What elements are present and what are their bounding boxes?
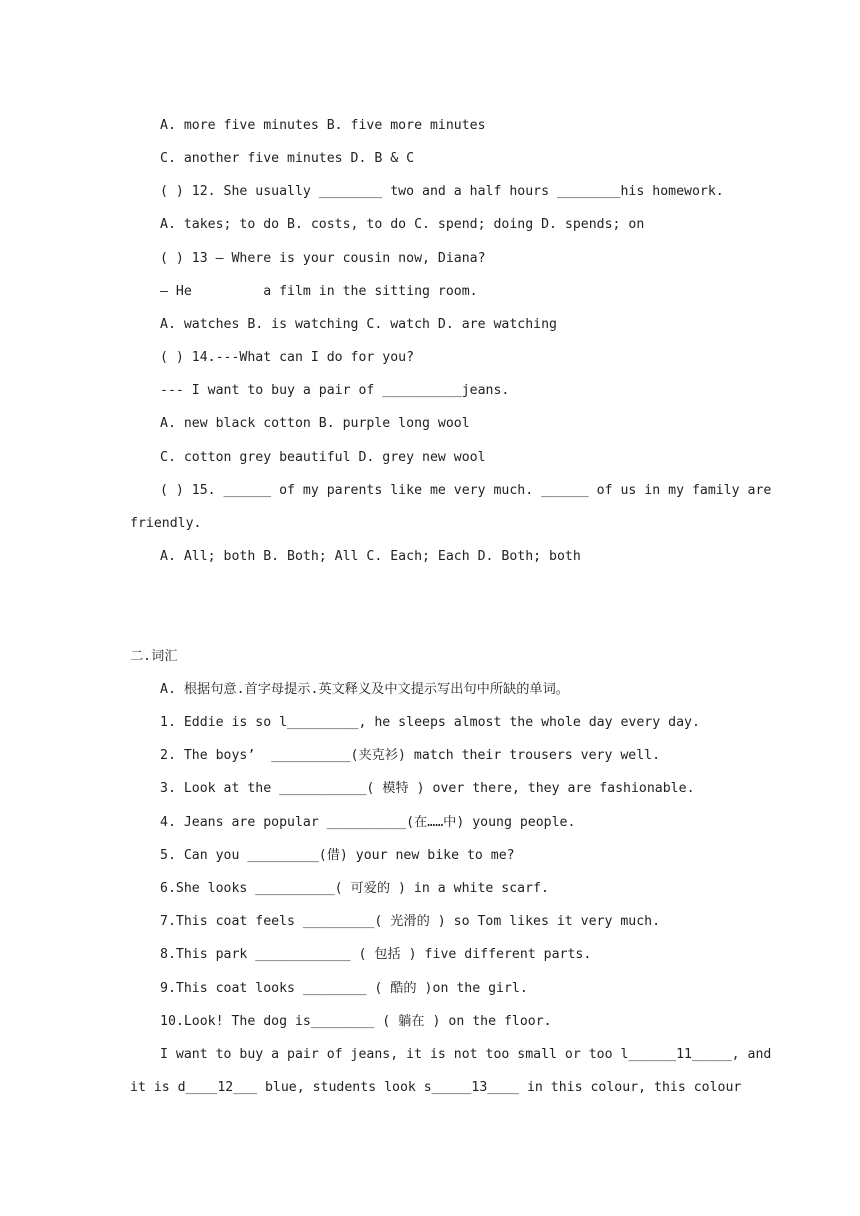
q14-options-line-1: A. new black cotton B. purple long wool xyxy=(160,416,470,431)
vocab-item-4: 4. Jeans are popular __________(在……中) young people. xyxy=(160,815,576,830)
section-instruction: A. 根据句意.首字母提示.英文释义及中文提示写出句中所缺的单词。 xyxy=(160,682,569,697)
q14-question: ( ) 14.---What can I do for you? xyxy=(160,350,415,365)
q14-answer-line: --- I want to buy a pair of __________jeans. xyxy=(160,383,510,398)
q15-question-line-2: friendly. xyxy=(130,516,202,531)
q12-question: ( ) 12. She usually ________ two and a half hours ________his homework. xyxy=(160,184,724,199)
q14-options-line-2: C. cotton grey beautiful D. grey new wool xyxy=(160,450,486,465)
q13-options: A. watches B. is watching C. watch D. are watching xyxy=(160,317,557,332)
passage-line-1: I want to buy a pair of jeans, it is not too small or too l______11_____, and xyxy=(160,1047,772,1062)
passage-line-2: it is d____12___ blue, students look s_____13____ in this colour, this colour xyxy=(130,1080,742,1095)
vocab-item-2: 2. The boys’ __________(夹克衫) match their trousers very well. xyxy=(160,748,661,763)
vocab-item-8: 8.This park ____________ ( 包括 ) five different parts. xyxy=(160,947,592,962)
vocab-item-6: 6.She looks __________( 可爱的 ) in a white scarf. xyxy=(160,881,549,896)
section-heading: 二.词汇 xyxy=(130,649,178,664)
vocab-item-9: 9.This coat looks ________ ( 酷的 )on the girl. xyxy=(160,981,528,996)
q11-options-line-1: A. more five minutes B. five more minutes xyxy=(160,118,486,133)
q15-question-line-1: ( ) 15. ______ of my parents like me very much. ______ of us in my family are xyxy=(160,483,772,498)
vocab-item-7: 7.This coat feels _________( 光滑的 ) so Tom likes it very much. xyxy=(160,914,661,929)
vocab-item-1: 1. Eddie is so l_________, he sleeps almost the whole day every day. xyxy=(160,715,700,730)
vocab-item-3: 3. Look at the ___________( 模特 ) over there, they are fashionable. xyxy=(160,781,695,796)
q13-answer-line: — He a film in the sitting room. xyxy=(160,284,478,299)
q12-options: A. takes; to do B. costs, to do C. spend; doing D. spends; on xyxy=(160,217,645,232)
q15-options: A. All; both B. Both; All C. Each; Each D. Both; both xyxy=(160,549,581,564)
q13-question: ( ) 13 — Where is your cousin now, Diana? xyxy=(160,251,486,266)
q11-options-line-2: C. another five minutes D. B & C xyxy=(160,151,415,166)
vocab-item-10: 10.Look! The dog is________ ( 躺在 ) on the floor. xyxy=(160,1014,552,1029)
vocab-item-5: 5. Can you _________(借) your new bike to me? xyxy=(160,848,515,863)
